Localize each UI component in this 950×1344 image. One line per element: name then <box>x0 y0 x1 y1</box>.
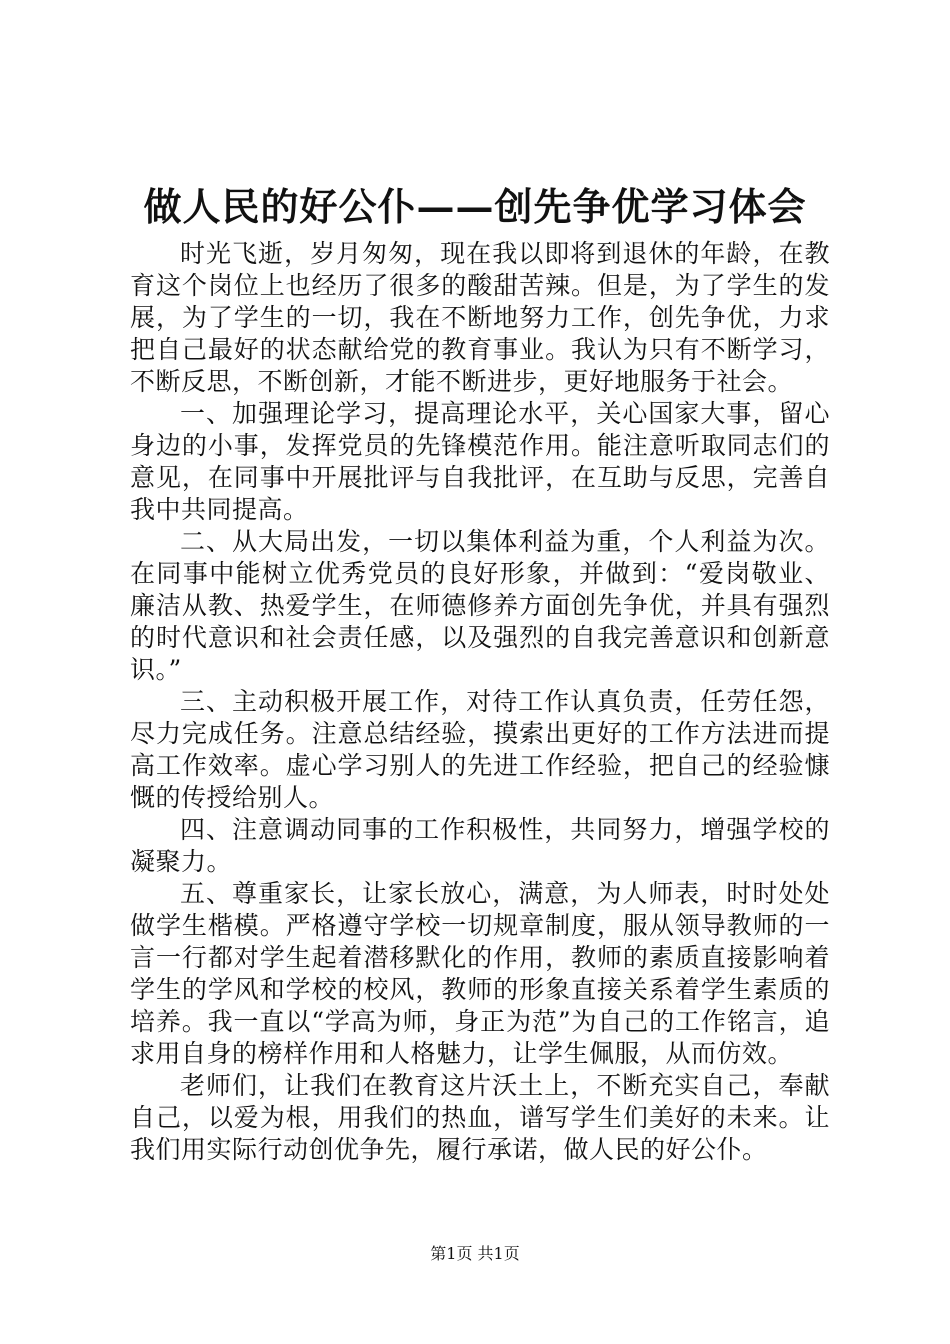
paragraph-point-5: 五、尊重家长，让家长放心，满意，为人师表，时时处处做学生楷模。严格遵守学校一切规章制度，服从领导教师的一言一行都对学生起着潜移默化的作用，教师的素质直接影响着学生的学风和学校的校风，教师的形象直接关系着学生素质的培养。我一直以“学高为师，身正为范”为自己的工作铭言，追求用自身的榜样作用和人格魅力，让学生佩服，从而仿效。 <box>130 879 830 1068</box>
page-number-footer: 第1页 共1页 <box>430 1244 520 1263</box>
document-title: 做人民的好公仆——创先争优学习体会 <box>143 184 807 229</box>
paragraph-point-2: 二、从大局出发，一切以集体利益为重，个人利益为次。在同事中能树立优秀党员的良好形象，并做到：“爱岗敬业、廉洁从教、热爱学生，在师德修养方面创先争优，并具有强烈的时代意识和社会责任感，以及强烈的自我完善意识和创新意识。” <box>130 527 830 684</box>
paragraph-intro: 时光飞逝，岁月匆匆，现在我以即将到退休的年龄，在教育这个岗位上也经历了很多的酸甜苦辣。但是，为了学生的发展，为了学生的一切，我在不断地努力工作，创先争优，力求把自己最好的状态献给党的教育事业。我认为只有不断学习，不断反思，不断创新，才能不断进步，更好地服务于社会。 <box>130 239 830 396</box>
paragraph-point-4: 四、注意调动同事的工作积极性，共同努力，增强学校的凝聚力。 <box>130 815 830 876</box>
paragraph-closing: 老师们，让我们在教育这片沃土上，不断充实自己，奉献自己，以爱为根，用我们的热血，谱写学生们美好的未来。让我们用实际行动创优争先，履行承诺，做人民的好公仆。 <box>130 1071 830 1164</box>
paragraph-point-3: 三、主动积极开展工作，对待工作认真负责，任劳任怨，尽力完成任务。注意总结经验，摸索出更好的工作方法进而提高工作效率。虚心学习别人的先进工作经验，把自己的经验慷慨的传授给别人。 <box>130 687 830 812</box>
paragraph-point-1: 一、加强理论学习，提高理论水平，关心国家大事，留心身边的小事，发挥党员的先锋模范作用。能注意听取同志们的意见，在同事中开展批评与自我批评，在互助与反思，完善自我中共同提高。 <box>130 399 830 524</box>
document-body <box>130 238 830 1166</box>
